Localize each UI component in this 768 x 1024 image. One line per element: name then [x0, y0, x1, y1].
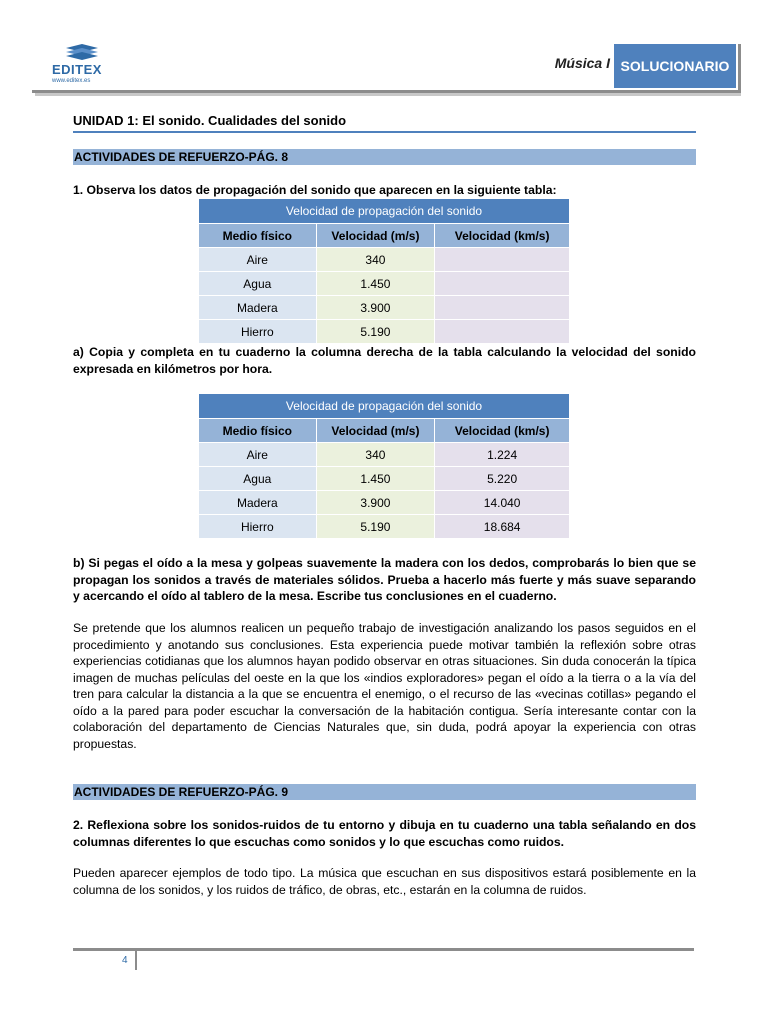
table-header: Velocidad (km/s): [435, 419, 570, 443]
table-row: [199, 320, 570, 344]
table-row: [199, 248, 570, 272]
table-header: Medio físico: [199, 224, 317, 248]
subject-title: Música I: [554, 55, 610, 71]
table-header: Velocidad (km/s): [435, 224, 570, 248]
footer-line: [73, 948, 694, 951]
table-cell: 1.450: [316, 467, 435, 491]
table-cell: Aire: [199, 248, 317, 272]
question-2: 2. Reflexiona sobre los sonidos-ruidos de tu entorno y dibuja en tu cuaderno una tabla señalando en dos columnas diferentes lo que escuchas como sonidos y lo que escuchas como ruidos.: [73, 818, 696, 849]
logo-text: EDITEX: [52, 62, 102, 77]
table-cell: [435, 248, 570, 272]
velocity-table-completed: [198, 393, 570, 539]
table-header: Velocidad (m/s): [316, 224, 435, 248]
table-row: [199, 296, 570, 320]
table-cell: 340: [316, 248, 435, 272]
table-caption: Velocidad de propagación del sonido: [199, 394, 570, 419]
table-cell: 3.900: [316, 296, 435, 320]
question-1: 1. Observa los datos de propagación del sonido que aparecen en la siguiente tabla:: [73, 183, 557, 197]
table-row: [199, 443, 570, 467]
section-title-page8: ACTIVIDADES DE REFUERZO-PÁG. 8: [73, 149, 696, 165]
table-cell: Agua: [199, 272, 317, 296]
logo-url: www.editex.es: [52, 78, 91, 84]
table-cell: 340: [316, 443, 435, 467]
table-row: [199, 515, 570, 539]
table-header: Medio físico: [199, 419, 317, 443]
table-cell: 3.900: [316, 491, 435, 515]
table-cell: [435, 272, 570, 296]
table-cell: 5.220: [435, 467, 570, 491]
table-cell: 1.450: [316, 272, 435, 296]
table-cell: Madera: [199, 296, 317, 320]
solucionario-badge: SOLUCIONARIO: [614, 44, 736, 88]
table-cell: Madera: [199, 491, 317, 515]
table-cell: 5.190: [316, 320, 435, 344]
unit-underline: [73, 131, 696, 133]
section-title-page9: ACTIVIDADES DE REFUERZO-PÁG. 9: [73, 784, 696, 800]
table-cell: Aire: [199, 443, 317, 467]
table-header: Velocidad (m/s): [316, 419, 435, 443]
table-cell: 5.190: [316, 515, 435, 539]
header-border: [738, 44, 741, 93]
table-caption: Velocidad de propagación del sonido: [199, 199, 570, 224]
table-cell: [435, 320, 570, 344]
table-row: [199, 467, 570, 491]
table-cell: Hierro: [199, 320, 317, 344]
table-cell: [435, 296, 570, 320]
table-cell: Agua: [199, 467, 317, 491]
page-number: 4: [122, 955, 128, 966]
table-row: [199, 272, 570, 296]
table-cell: 14.040: [435, 491, 570, 515]
answer-b: Se pretende que los alumnos realicen un pequeño trabajo de investigación analizando los pasos seguidos en el procedimiento y anotando sus conclusiones. Esta experiencia puede motivar también la reflexión sobre otras experiencias cotidianas que los alumnos hayan podido observar en otras situaciones. Sin duda conocerán la típica imagen de muchas películas del oeste en la que los «indios exploradores» pegan el oído a la tierra o a la vía del tren para calcular la distancia a la que se encuentra el enemigo, o el recurso de las «vecinas cotillas» pegando el oído a la pared para poder escuchar la conversación de la habitación contigua. Sería interesante contar con la colaboración del departamento de Ciencias Naturales que, sin duda, podrá apoyar la experiencia con otras propuestas.: [73, 621, 696, 751]
question-a: a) Copia y completa en tu cuaderno la columna derecha de la tabla calculando la velocidad del sonido expresada en kilómetros por hora.: [73, 345, 696, 376]
footer-divider: [135, 951, 137, 970]
table-cell: Hierro: [199, 515, 317, 539]
answer-2: Pueden aparecer ejemplos de todo tipo. La música que escuchan en sus dispositivos estará posiblemente en la columna de los sonidos, y los ruidos de tráfico, de obras, etc., estarán en la columna de ruidos.: [73, 866, 696, 897]
table-cell: 18.684: [435, 515, 570, 539]
question-b: b) Si pegas el oído a la mesa y golpeas suavemente la madera con los dedos, comprobarás lo bien que se propagan los sonidos a través de materiales sólidos. Prueba a hacerlo más fuerte y más suave separando y acercando el oído al tablero de la mesa. Escribe tus conclusiones en el cuaderno.: [73, 556, 696, 603]
table-row: [199, 491, 570, 515]
unit-title: UNIDAD 1: El sonido. Cualidades del sonido: [73, 113, 347, 128]
table-cell: 1.224: [435, 443, 570, 467]
velocity-table-empty: [198, 198, 570, 344]
